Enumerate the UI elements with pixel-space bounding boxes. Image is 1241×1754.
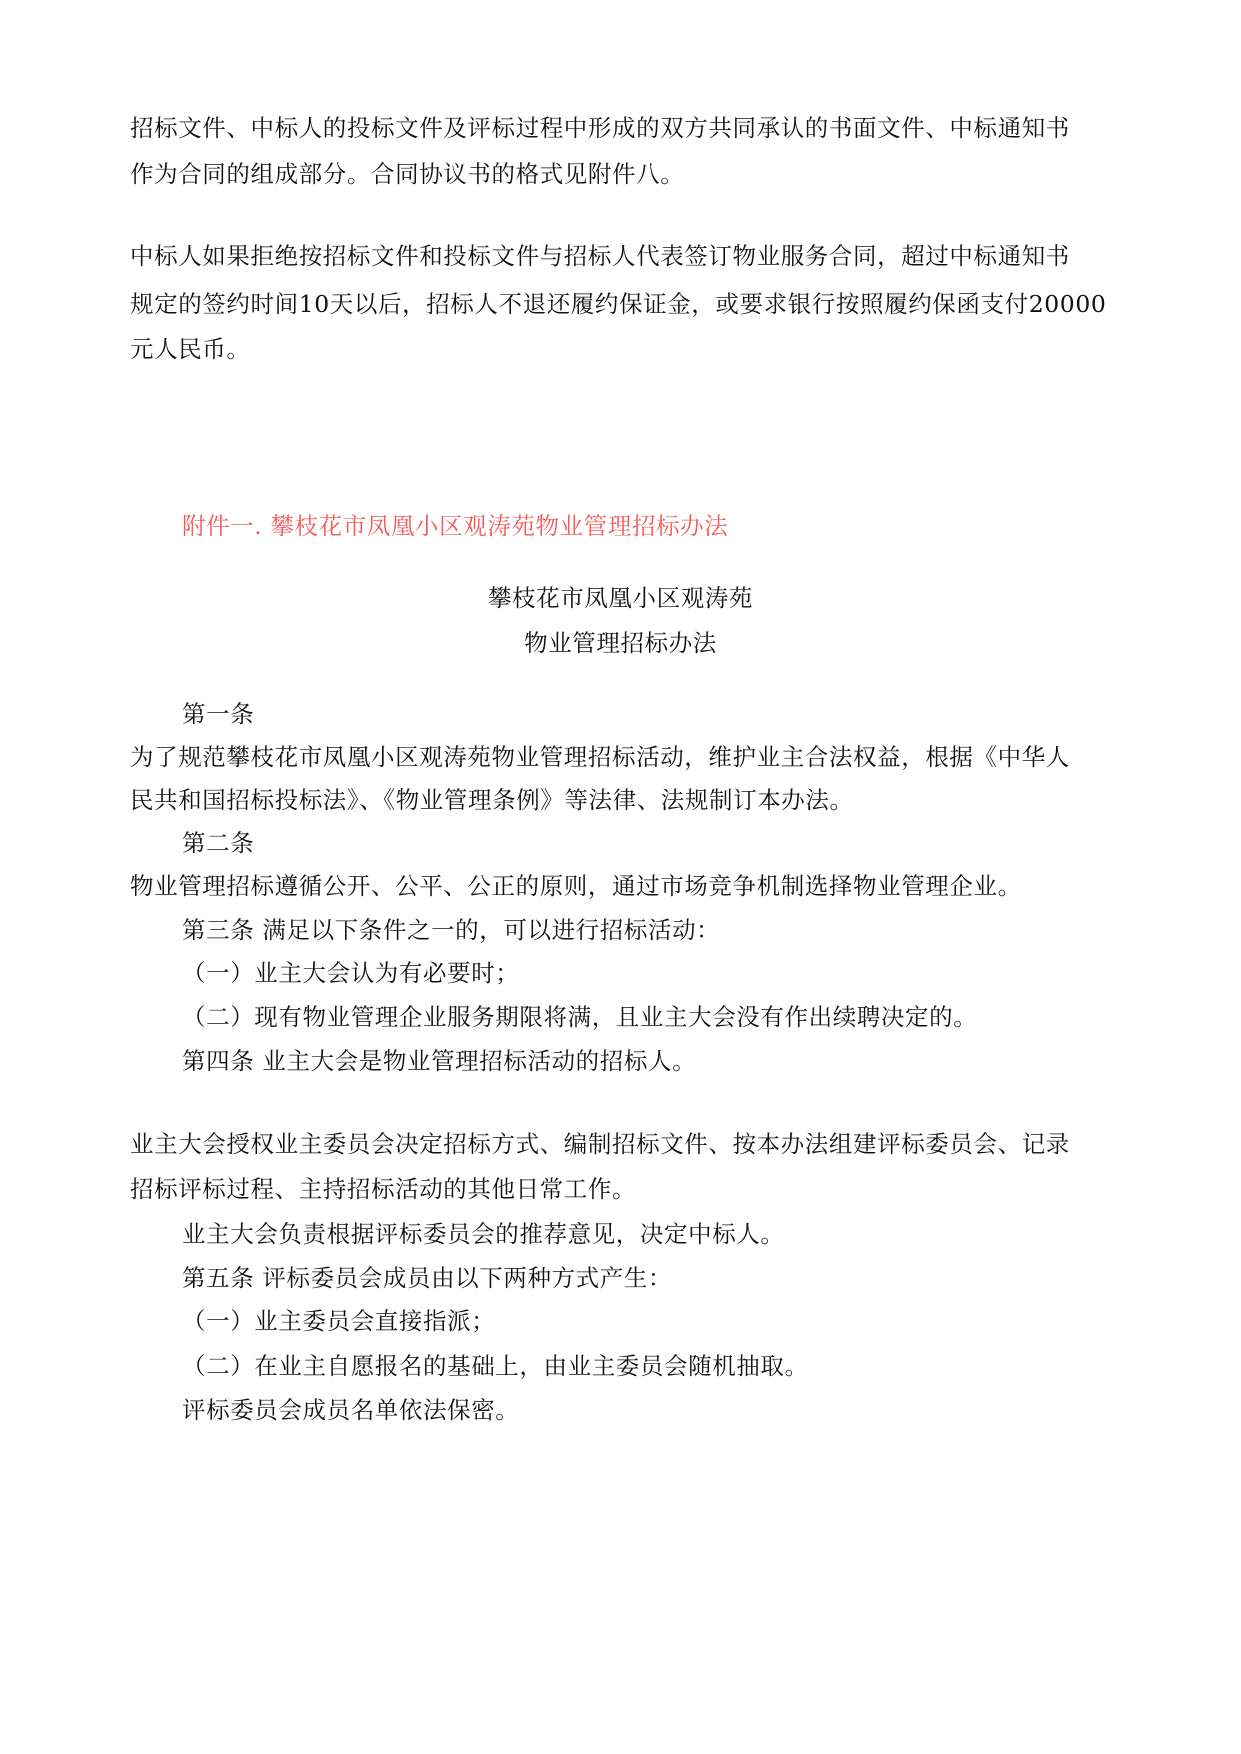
article-1-label: 第一条: [182, 700, 255, 728]
paragraph-line: 中标人如果拒绝按招标文件和投标文件与招标人代表签订物业服务合同，超过中标通知书: [130, 242, 1070, 270]
paragraph-line: 元人民币。: [130, 335, 251, 363]
article-5-item-1: （一）业主委员会直接指派；: [182, 1307, 496, 1335]
article-4-paragraph-2: 业主大会负责根据评标委员会的推荐意见，决定中标人。: [182, 1220, 785, 1248]
appendix-heading: 附件一. 攀枝花市凤凰小区观涛苑物业管理招标办法: [182, 512, 729, 540]
article-3-item-1: （一）业主大会认为有必要时；: [182, 959, 520, 987]
article-4-paragraph-line: 业主大会授权业主委员会决定招标方式、编制招标文件、按本办法组建评标委员会、记录: [130, 1130, 1070, 1158]
paragraph-line: 作为合同的组成部分。合同协议书的格式见附件八。: [130, 160, 685, 188]
document-title-line2: 物业管理招标办法: [524, 629, 717, 657]
article-1-text-line: 民共和国招标投标法》、《物业管理条例》等法律、法规制订本办法。: [130, 786, 854, 814]
article-5-text: 第五条 评标委员会成员由以下两种方式产生：: [182, 1264, 673, 1292]
article-5-paragraph: 评标委员会成员名单依法保密。: [182, 1396, 520, 1424]
document-title-line1: 攀枝花市凤凰小区观涛苑: [487, 584, 754, 612]
article-3-text: 第三条 满足以下条件之一的，可以进行招标活动：: [182, 916, 721, 944]
paragraph-line: 招标文件、中标人的投标文件及评标过程中形成的双方共同承认的书面文件、中标通知书: [130, 114, 1070, 142]
article-3-item-2: （二）现有物业管理企业服务期限将满，且业主大会没有作出续聘决定的。: [182, 1003, 978, 1031]
article-1-text-line: 为了规范攀枝花市凤凰小区观涛苑物业管理招标活动，维护业主合法权益，根据《中华人: [130, 743, 1070, 771]
article-2-label: 第二条: [182, 829, 255, 857]
paragraph-line: 规定的签约时间10天以后，招标人不退还履约保证金，或要求银行按照履约保函支付20000: [130, 290, 1107, 318]
article-4-text: 第四条 业主大会是物业管理招标活动的招标人。: [182, 1047, 697, 1075]
article-2-text: 物业管理招标遵循公开、公平、公正的原则，通过市场竞争机制选择物业管理企业。: [130, 872, 1022, 900]
article-4-paragraph-line: 招标评标过程、主持招标活动的其他日常工作。: [130, 1175, 637, 1203]
article-5-item-2: （二）在业主自愿报名的基础上，由业主委员会随机抽取。: [182, 1352, 809, 1380]
